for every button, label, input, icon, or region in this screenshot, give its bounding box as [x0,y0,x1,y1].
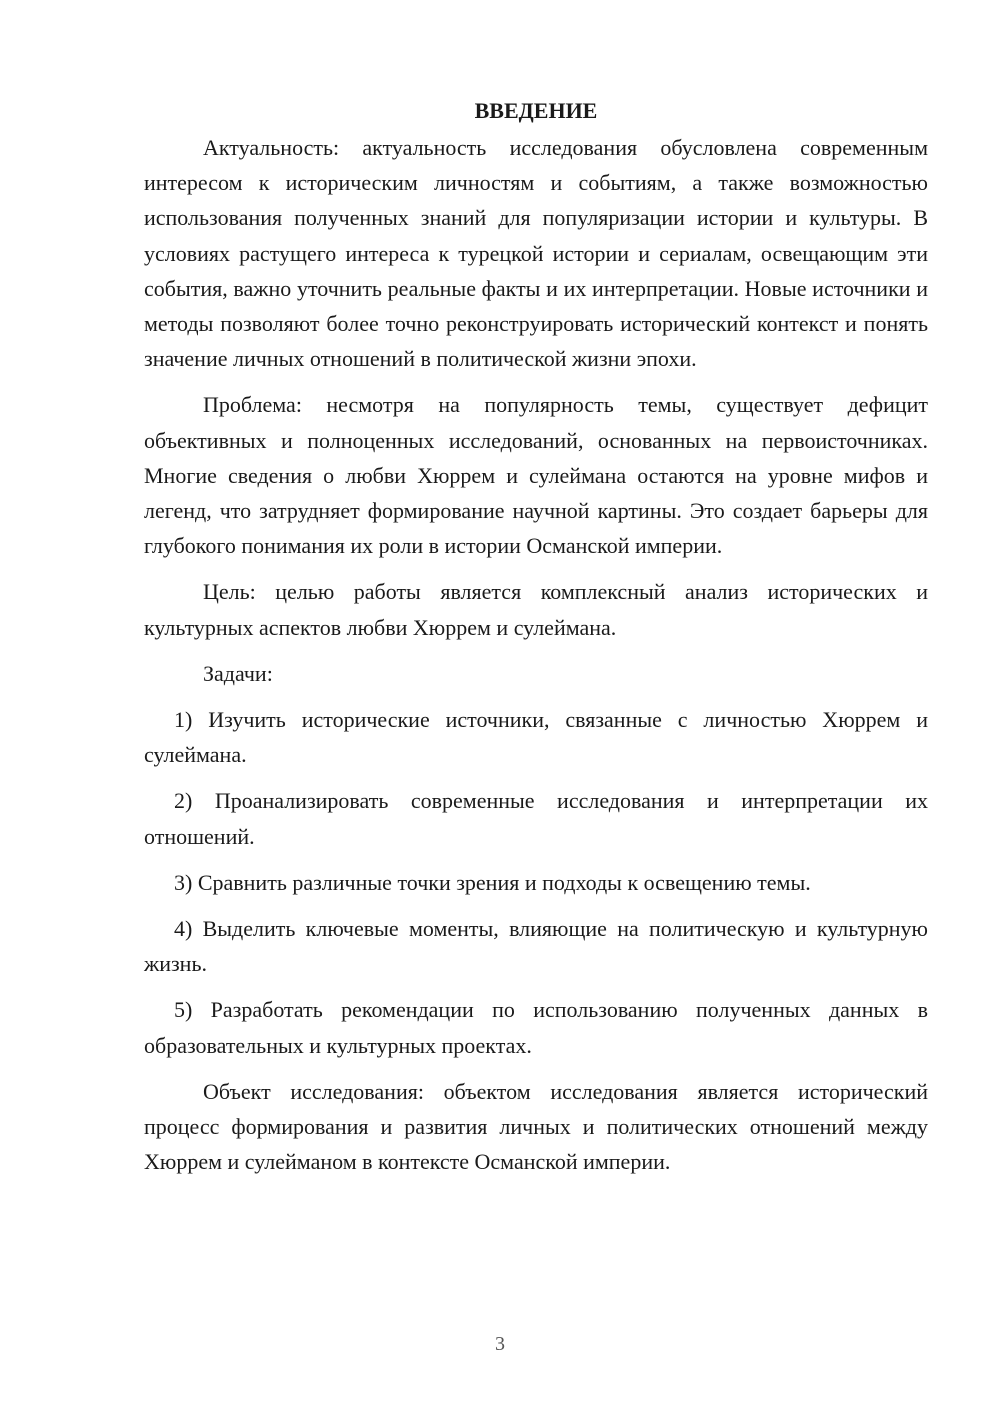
document-page [144,93,928,1190]
task-item-2: 2) Проанализировать современные исследования и интерпретации их отношений. [144,788,928,849]
paragraph-relevance: Актуальность: актуальность исследования обусловлена современным интересом к историческим личностям и событиям, а также возможностью использования полученных знаний для популяризации истории и культуры. В условиях растущего интереса к турецкой истории и сериалам, освещающим эти события, важно уточнить реальные факты и их интерпретации. Новые источники и методы позволяют более точно реконструировать исторический контекст и понять значение личных отношений в политической жизни эпохи. [144,135,928,372]
paragraph-object: Объект исследования: объектом исследования является исторический процесс формирования и развития личных и политических отношений между Хюррем и сулейманом в контексте Османской империи. [144,1078,928,1175]
task-item-1: 1) Изучить исторические источники, связанные с личностью Хюррем и сулеймана. [144,707,928,768]
task-item-5: 5) Разработать рекомендации по использованию полученных данных в образовательных и культурных проектах. [144,997,928,1058]
page-number: 3 [495,1333,505,1355]
task-item-4: 4) Выделить ключевые моменты, влияющие на политическую и культурную жизнь. [144,916,928,977]
section-heading: ВВЕДЕНИЕ [474,98,598,123]
paragraph-problem: Проблема: несмотря на популярность темы, существует дефицит объективных и полноценных исследований, основанных на первоисточниках. Многие сведения о любви Хюррем и сулеймана остаются на уровне мифов и легенд, что затрудняет формирование научной картины. Это создает барьеры для глубокого понимания их роли в истории Османской империи. [144,392,928,559]
tasks-label: Задачи: [203,660,273,686]
task-item-3: 3) Сравнить различные точки зрения и подходы к освещению темы. [174,869,811,895]
paragraph-goal: Цель: целью работы является комплексный анализ исторических и культурных аспектов любви Хюррем и сулеймана. [144,579,928,640]
